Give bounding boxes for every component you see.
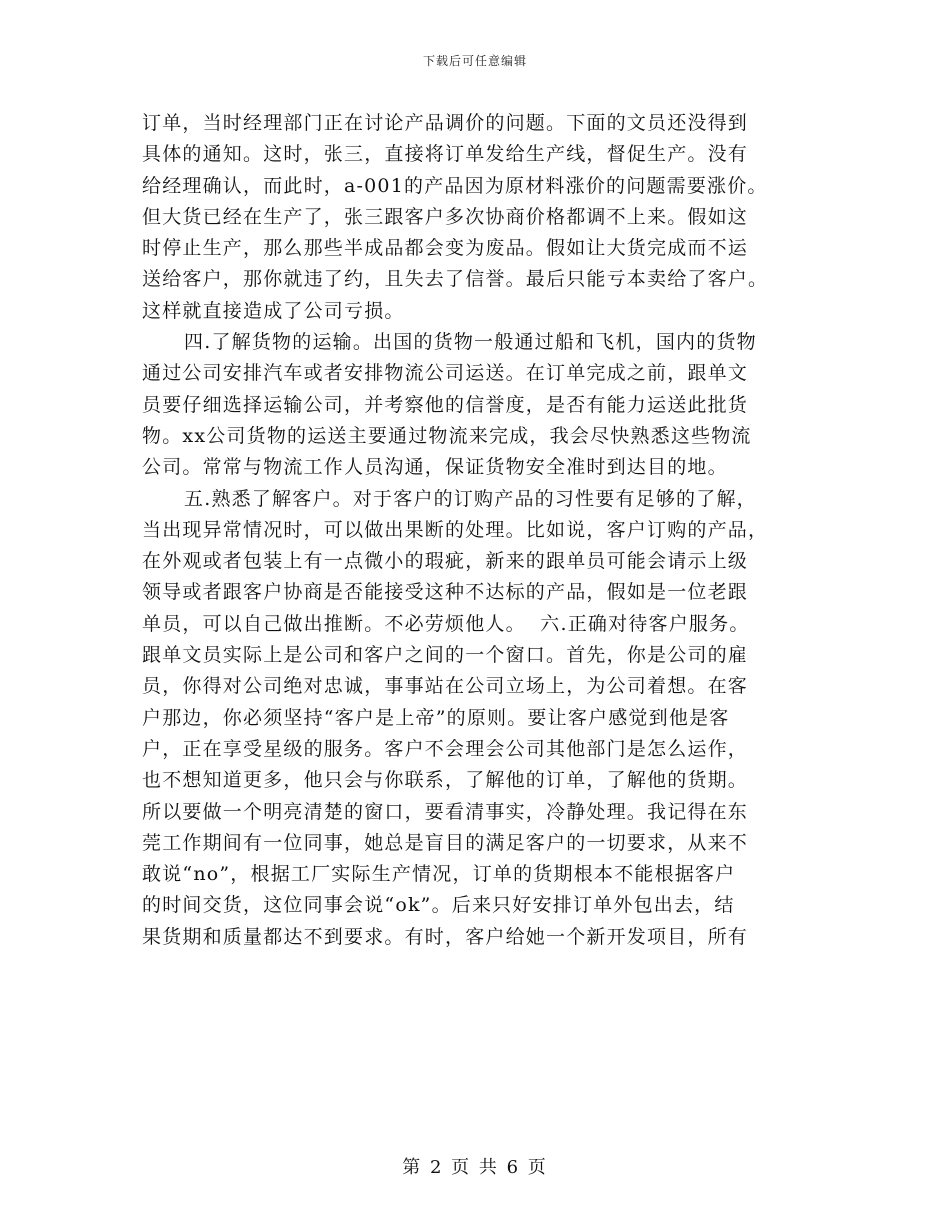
text-line: 送给客户，那你就违了约，且失去了信誉。最后只能亏本卖给了客户。 [142,268,769,291]
text-line: 具体的通知。这时，张三，直接将订单发给生产线，督促生产。没有 [142,143,749,166]
page-number: 第 2 页 共 6 页 [402,1157,548,1178]
text-line: 员要仔细选择运输公司，并考察他的信誉度，是否有能力运送此批货 [142,393,749,416]
section-heading-line: 五.熟悉了解客户。对于客户的订购产品的习性要有足够的了解， [184,487,757,510]
text-line: 莞工作期间有一位同事，她总是盲目的满足客户的一切要求，从来不 [142,831,749,854]
text-line: 公司。常常与物流工作人员沟通，保证货物安全准时到达目的地。 [142,456,728,479]
text-line: 物。xx公司货物的运送主要通过物流来完成，我会尽快熟悉这些物流 [142,424,752,447]
text-line: 跟单文员实际上是公司和客户之间的一个窗口。首先，你是公司的雇 [142,644,749,667]
text-line: 也不想知道更多，他只会与你联系，了解他的订单，了解他的货期。 [142,769,749,792]
text-line: 给经理确认，而此时，a-001的产品因为原材料涨价的问题需要涨价。 [142,174,768,197]
text-line: 的时间交货，这位同事会说“ok”。后来只好安排订单外包出去，结 [142,894,735,917]
text-line: 敢说“no”，根据工厂实际生产情况，订单的货期根本不能根据客户 [142,863,736,886]
section-heading-line: 四.了解货物的运输。出国的货物一般通过船和飞机，国内的货物 [184,331,757,354]
text-line: 订单，当时经理部门正在讨论产品调价的问题。下面的文员还没得到 [142,112,749,134]
text-line: 领导或者跟客户协商是否能接受这种不达标的产品，假如是一位老跟 [142,581,749,604]
text-line: 时停止生产，那么那些半成品都会变为废品。假如让大货完成而不运 [142,237,749,260]
text-line: 户，正在享受星级的服务。客户不会理会公司其他部门是怎么运作， [142,737,749,760]
document-body [142,108,808,953]
text-line: 户那边，你必须坚持“客户是上帝”的原则。要让客户感觉到他是客 [142,706,730,729]
page-header: 下载后可任意编辑 [422,54,527,68]
text-line: 这样就直接造成了公司亏损。 [142,299,405,322]
text-line: 单员，可以自己做出推断。不必劳烦他人。 六.正确对待客户服务。 [142,612,750,635]
text-line: 但大货已经在生产了，张三跟客户多次协商价格都调不上来。假如这 [142,205,749,228]
text-line: 所以要做一个明亮清楚的窗口，要看清事实，冷静处理。我记得在东 [142,800,749,823]
text-line: 果货期和质量都达不到要求。有时，客户给她一个新开发项目，所有 [142,925,749,948]
text-line: 通过公司安排汽车或者安排物流公司运送。在订单完成之前，跟单文 [142,362,749,385]
text-line: 当出现异常情况时，可以做出果断的处理。比如说，客户订购的产品， [142,518,769,541]
text-line: 员，你得对公司绝对忠诚，事事站在公司立场上，为公司着想。在客 [142,675,749,698]
text-line: 在外观或者包装上有一点微小的瑕疵，新来的跟单员可能会请示上级 [142,550,749,573]
